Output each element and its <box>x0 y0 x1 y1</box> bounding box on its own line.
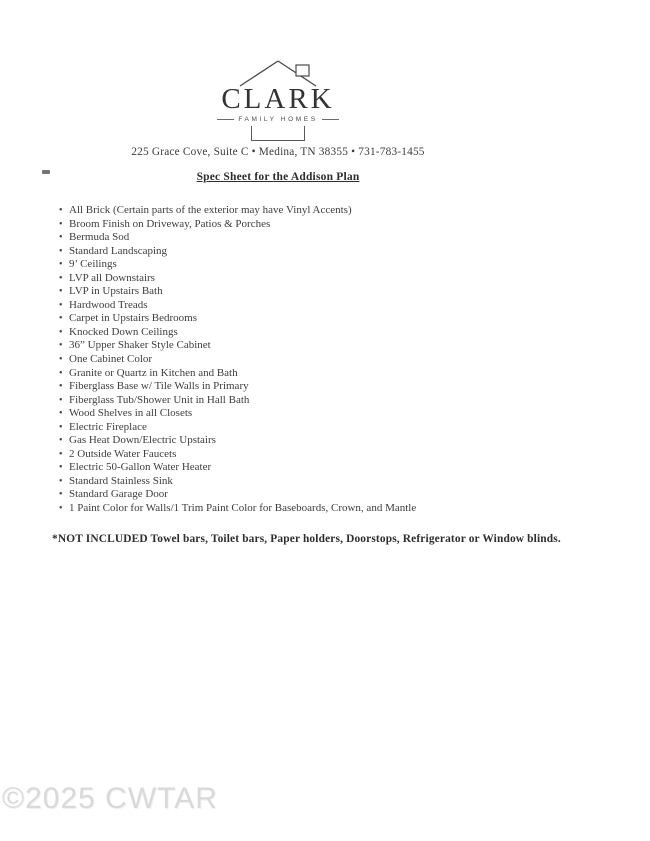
spec-item-text: Electric 50-Gallon Water Heater <box>69 461 212 474</box>
logo-name: CLARK <box>221 83 335 115</box>
spec-item-text: Gas Heat Down/Electric Upstairs <box>69 434 216 447</box>
bullet-icon: • <box>59 408 63 420</box>
spec-list-item <box>59 299 599 313</box>
spec-list-item <box>59 258 599 272</box>
spec-item-text: Fiberglass Tub/Shower Unit in Hall Bath <box>69 393 250 406</box>
spec-item-text: All Brick (Certain parts of the exterior may have Vinyl Accents) <box>69 204 352 216</box>
spec-item-text: Broom Finish on Driveway, Patios & Porches <box>69 217 271 230</box>
logo-tagline-text: FAMILY HOMES <box>238 116 318 123</box>
bullet-icon: • <box>59 421 63 433</box>
bullet-icon: • <box>59 272 63 284</box>
spec-list-item <box>59 218 599 232</box>
spec-list-item <box>59 407 599 421</box>
spec-item-text: Knocked Down Ceilings <box>69 325 178 338</box>
spec-list-item <box>59 475 599 489</box>
spec-list-item <box>59 367 599 381</box>
bullet-icon: • <box>59 354 63 366</box>
spec-list-item <box>59 312 599 326</box>
company-address: 225 Grace Cove, Suite C • Medina, TN 38355 • 731-783-1455 <box>131 146 425 158</box>
copyright-watermark: ©2025 CWTAR <box>2 782 218 815</box>
bullet-icon: • <box>59 489 63 501</box>
bullet-icon: • <box>59 462 63 474</box>
bullet-icon: • <box>59 340 63 352</box>
bullet-icon: • <box>59 381 63 393</box>
bullet-icon: • <box>59 435 63 447</box>
spec-item-text: Standard Landscaping <box>69 244 168 257</box>
spec-item-text: Hardwood Treads <box>69 298 148 311</box>
spec-item-text: Bermuda Sod <box>69 231 130 244</box>
spec-item-text: Carpet in Upstairs Bedrooms <box>69 312 198 325</box>
spec-list-item <box>59 448 599 462</box>
spec-item-text: Standard Garage Door <box>69 488 168 501</box>
bullet-icon: • <box>59 286 63 298</box>
spec-item-text: 1 Paint Color for Walls/1 Trim Paint Color for Baseboards, Crown, and Mantle <box>69 502 417 515</box>
spec-item-text: LVP in Upstairs Bath <box>69 285 163 298</box>
spec-list-item <box>59 339 599 353</box>
bullet-icon: • <box>59 448 63 460</box>
spec-item-text: Granite or Quartz in Kitchen and Bath <box>69 366 238 379</box>
spec-item-text: 9’ Ceilings <box>69 258 117 271</box>
spec-item-text: One Cabinet Color <box>69 353 153 366</box>
bullet-icon: • <box>59 394 63 406</box>
bullet-icon: • <box>59 259 63 271</box>
bullet-icon: • <box>59 299 63 311</box>
spec-list-item <box>59 204 599 218</box>
spec-list-item <box>59 380 599 394</box>
spec-list-item <box>59 245 599 259</box>
spec-item-text: LVP all Downstairs <box>69 271 155 284</box>
bullet-icon: • <box>59 367 63 379</box>
tagline-left-rule <box>217 119 234 120</box>
spec-item-text: Fiberglass Base w/ Tile Walls in Primary <box>69 380 249 393</box>
spec-item-text: Electric Fireplace <box>69 420 147 433</box>
bullet-icon: • <box>59 503 63 515</box>
spec-list-item <box>59 421 599 435</box>
spec-list-item <box>59 353 599 367</box>
page-title: Spec Sheet for the Addison Plan <box>196 171 360 183</box>
spec-list-item <box>59 461 599 475</box>
not-included-footnote: *NOT INCLUDED Towel bars, Toilet bars, Paper holders, Doorstops, Refrigerator or Window blinds. <box>52 533 561 545</box>
clark-family-homes-logo <box>208 58 348 141</box>
spec-list-item <box>59 502 599 516</box>
spec-list-item <box>59 434 599 448</box>
bullet-icon: • <box>59 475 63 487</box>
spec-item-text: Wood Shelves in all Closets <box>69 407 193 420</box>
house-base-outline <box>251 126 305 141</box>
spec-list <box>59 204 599 516</box>
bullet-icon: • <box>59 313 63 325</box>
logo-tagline <box>208 116 348 123</box>
spec-list-item <box>59 231 599 245</box>
spec-item-text: Standard Stainless Sink <box>69 474 173 487</box>
spec-list-item <box>59 326 599 340</box>
tagline-right-rule <box>322 119 339 120</box>
spec-list-item <box>59 272 599 286</box>
spec-item-text: 36” Upper Shaker Style Cabinet <box>69 339 211 352</box>
bullet-icon: • <box>59 218 63 230</box>
bullet-icon: • <box>59 205 63 216</box>
bullet-icon: • <box>59 245 63 257</box>
bullet-icon: • <box>59 232 63 244</box>
bullet-icon: • <box>59 326 63 338</box>
spec-list-item <box>59 394 599 408</box>
spec-item-text: 2 Outside Water Faucets <box>69 447 177 460</box>
spec-list-item <box>59 285 599 299</box>
spec-list-item <box>59 488 599 502</box>
